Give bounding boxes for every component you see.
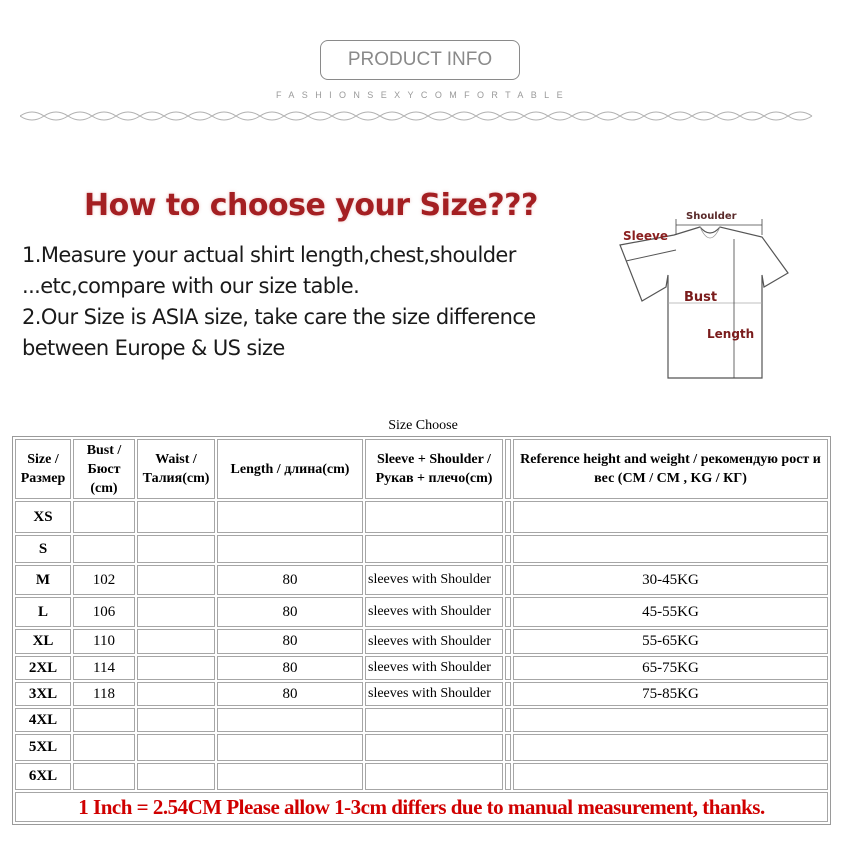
guide-step-2: 2.Our Size is ASIA size, take care the size difference between Europe & US size xyxy=(22,305,536,360)
spacer-cell xyxy=(505,501,511,533)
waist-cell xyxy=(137,629,215,654)
length-cell: 80 xyxy=(217,629,363,654)
size-cell: L xyxy=(15,597,71,627)
length-cell xyxy=(217,734,363,761)
waist-cell xyxy=(137,682,215,706)
table-row xyxy=(15,501,828,533)
reference-cell xyxy=(513,734,828,761)
waist-cell xyxy=(137,565,215,595)
guide-step-1: 1.Measure your actual shirt length,chest,shoulder ...etc,compare with our size table. xyxy=(22,243,516,298)
header-length: Length / длина(cm) xyxy=(217,439,363,499)
table-row xyxy=(15,656,828,680)
spacer-cell xyxy=(505,734,511,761)
table-row xyxy=(15,597,828,627)
bust-cell xyxy=(73,763,135,790)
size-table xyxy=(12,436,831,825)
table-row xyxy=(15,565,828,595)
spacer-cell xyxy=(505,565,511,595)
waist-cell xyxy=(137,656,215,680)
spacer-cell xyxy=(505,708,511,732)
header-reference: Reference height and weight / рекомендую рост и вес (CM / CM , KG / КГ) xyxy=(513,439,828,499)
header-waist: Waist / Талия(cm) xyxy=(137,439,215,499)
table-row xyxy=(15,682,828,706)
measurement-note: 1 Inch = 2.54CM Please allow 1-3cm differs due to manual measurement, thanks. xyxy=(15,792,828,822)
wave-divider-icon xyxy=(20,108,820,124)
size-cell: 6XL xyxy=(15,763,71,790)
bust-cell xyxy=(73,708,135,732)
length-cell: 80 xyxy=(217,682,363,706)
sleeve-cell xyxy=(365,501,503,533)
sleeve-cell xyxy=(365,734,503,761)
bust-cell: 114 xyxy=(73,656,135,680)
sleeve-cell: sleeves with Shoulder xyxy=(365,682,503,706)
reference-cell xyxy=(513,535,828,563)
svg-text:Bust: Bust xyxy=(684,290,718,305)
table-row xyxy=(15,629,828,654)
svg-text:Sleeve: Sleeve xyxy=(623,229,668,243)
bust-cell: 110 xyxy=(73,629,135,654)
guide-steps xyxy=(22,240,622,364)
reference-cell xyxy=(513,501,828,533)
length-cell: 80 xyxy=(217,656,363,680)
table-header-row xyxy=(15,439,828,499)
sleeve-cell: sleeves with Shoulder xyxy=(365,565,503,595)
reference-cell: 75-85KG xyxy=(513,682,828,706)
length-cell: 80 xyxy=(217,597,363,627)
sleeve-cell: sleeves with Shoulder xyxy=(365,629,503,654)
bust-cell: 118 xyxy=(73,682,135,706)
waist-cell xyxy=(137,708,215,732)
header-bust: Bust / Бюст (cm) xyxy=(73,439,135,499)
waist-cell xyxy=(137,763,215,790)
header-size: Size / Размер xyxy=(15,439,71,499)
spacer-cell xyxy=(505,535,511,563)
size-cell: 2XL xyxy=(15,656,71,680)
bust-cell: 102 xyxy=(73,565,135,595)
product-info-box xyxy=(320,40,520,80)
waist-cell xyxy=(137,501,215,533)
length-cell xyxy=(217,708,363,732)
reference-cell xyxy=(513,708,828,732)
spacer-cell xyxy=(505,597,511,627)
size-cell: XS xyxy=(15,501,71,533)
reference-cell: 55-65KG xyxy=(513,629,828,654)
product-info-label: PRODUCT INFO xyxy=(347,49,493,70)
spacer-cell xyxy=(505,682,511,706)
size-cell: S xyxy=(15,535,71,563)
waist-cell xyxy=(137,535,215,563)
header-spacer xyxy=(505,439,511,499)
length-cell xyxy=(217,501,363,533)
note-row xyxy=(15,792,828,822)
size-cell: 4XL xyxy=(15,708,71,732)
tshirt-measurement-diagram-icon xyxy=(612,205,792,385)
bust-cell xyxy=(73,501,135,533)
table-row xyxy=(15,734,828,761)
bust-cell xyxy=(73,535,135,563)
spacer-cell xyxy=(505,656,511,680)
tagline: FASHIONSEXYCOMFORTABLE xyxy=(276,90,570,100)
reference-cell: 65-75KG xyxy=(513,656,828,680)
table-caption: Size Choose xyxy=(388,418,458,433)
reference-cell xyxy=(513,763,828,790)
size-cell: 3XL xyxy=(15,682,71,706)
waist-cell xyxy=(137,597,215,627)
length-cell xyxy=(217,535,363,563)
waist-cell xyxy=(137,734,215,761)
bust-cell xyxy=(73,734,135,761)
header-sleeve-shoulder: Sleeve + Shoulder / Рукав + плечо(cm) xyxy=(365,439,503,499)
size-cell: M xyxy=(15,565,71,595)
length-cell xyxy=(217,763,363,790)
svg-text:Length: Length xyxy=(707,327,755,341)
spacer-cell xyxy=(505,763,511,790)
table-row xyxy=(15,535,828,563)
size-cell: 5XL xyxy=(15,734,71,761)
spacer-cell xyxy=(505,629,511,654)
table-row xyxy=(15,763,828,790)
sleeve-cell: sleeves with Shoulder xyxy=(365,597,503,627)
svg-text:Shoulder: Shoulder xyxy=(686,211,737,222)
sleeve-cell xyxy=(365,708,503,732)
table-row xyxy=(15,708,828,732)
guide-title: How to choose your Size??? xyxy=(84,188,538,223)
bust-cell: 106 xyxy=(73,597,135,627)
sleeve-cell: sleeves with Shoulder xyxy=(365,656,503,680)
reference-cell: 30-45KG xyxy=(513,565,828,595)
sleeve-cell xyxy=(365,535,503,563)
length-cell: 80 xyxy=(217,565,363,595)
sleeve-cell xyxy=(365,763,503,790)
reference-cell: 45-55KG xyxy=(513,597,828,627)
size-cell: XL xyxy=(15,629,71,654)
